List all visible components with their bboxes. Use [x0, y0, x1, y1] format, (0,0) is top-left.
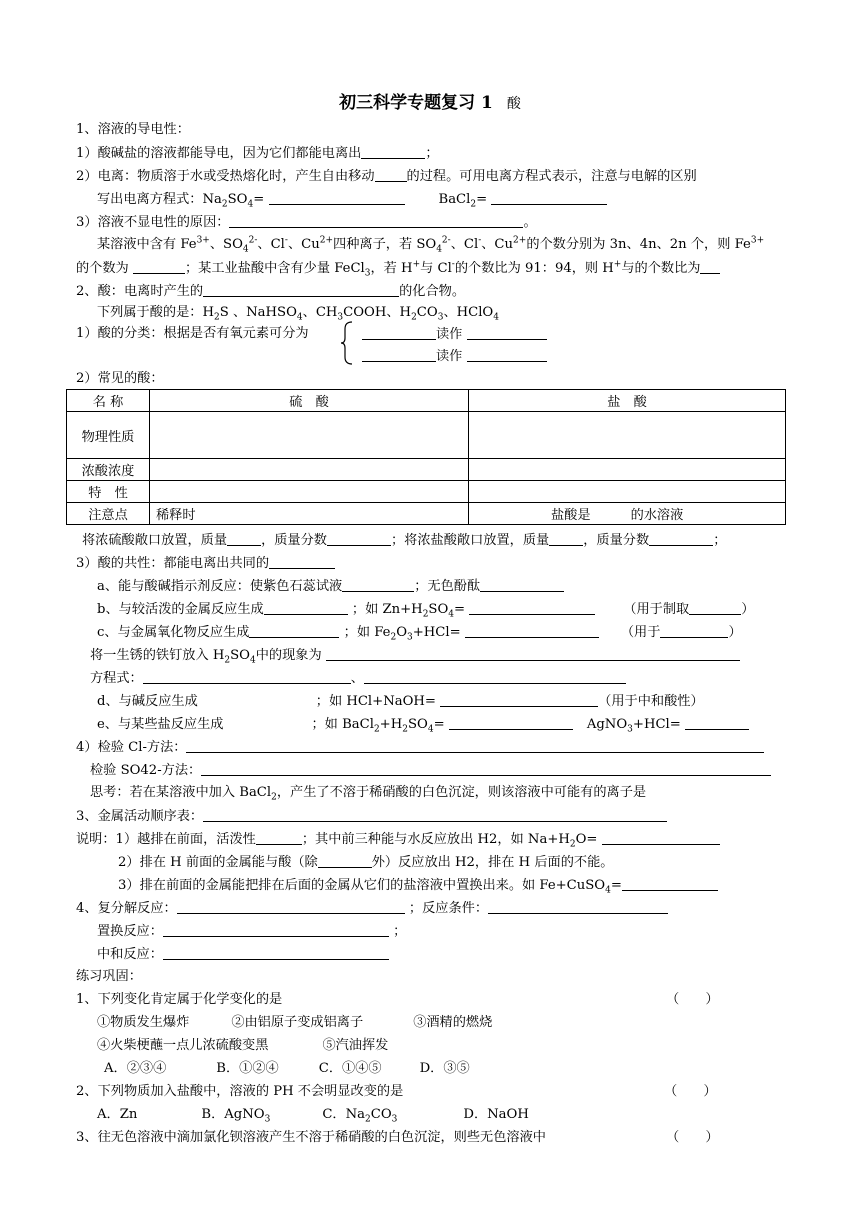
blank[interactable] [318, 854, 372, 868]
line-1-3: 3）溶液不显电性的原因： 。 [76, 215, 537, 230]
blank[interactable] [256, 831, 302, 845]
blank[interactable] [163, 923, 389, 937]
blank[interactable] [375, 168, 407, 182]
blank[interactable] [480, 578, 564, 592]
explanation-2: 2）排在 H 前面的金属能与酸（除 外）反应放出 H2，排在 H 后面的不能。 [118, 855, 614, 870]
acid-list-line: 下列属于酸的是：$H_2S$ 、NaHSO$_4$、$CH_3COOH$、$H_2CO_3$、HClO$_4$ [97, 305, 499, 323]
blank[interactable] [342, 578, 414, 592]
metal-activity-heading: 3、金属活动顺序表： [76, 808, 667, 825]
table-header-hcl: 盐 酸 [469, 390, 786, 412]
property-e: e、与某些盐反应生成 ；如 $BaCl_2+H_2SO_4=$ AgNO$_3$+HCl= [97, 716, 749, 733]
table-cell[interactable] [150, 412, 469, 459]
blank[interactable] [201, 762, 771, 776]
ion-question-line2: 的个数为 ；某工业盐酸中含有少量 FeCl$_3$，若 H+与 Cl-的个数比为 91：94，则 H+与的个数比为 [76, 260, 720, 277]
table-cell-hcl-note: 盐酸是 的水溶液 [469, 503, 786, 525]
blank[interactable] [700, 260, 720, 274]
test-chloride: 4）检验 Cl-方法： [76, 739, 764, 756]
common-acids-heading: 2）常见的酸： [76, 371, 164, 386]
blank[interactable] [143, 670, 351, 684]
row-label-physical: 物理性质 [67, 412, 150, 459]
blank[interactable] [269, 555, 335, 569]
acid-comparison-table [66, 389, 786, 525]
section-1-heading: 1、溶液的导电性： [76, 122, 190, 137]
curly-brace-icon [341, 321, 353, 365]
blank[interactable] [264, 601, 348, 615]
choice-b[interactable]: B．AgNO$_3$ [201, 1107, 271, 1125]
blank[interactable] [689, 601, 741, 615]
blank[interactable] [327, 532, 391, 546]
blank[interactable] [685, 716, 749, 730]
practice-heading: 练习巩固： [76, 969, 142, 984]
blank[interactable] [602, 831, 720, 845]
choice-c[interactable]: C．①④⑤ [318, 1061, 382, 1076]
blank[interactable] [227, 532, 261, 546]
property-b: b、与较活泼的金属反应生成 ；如 $Zn+H_2SO_4=$ （用于制取 ） [97, 602, 755, 620]
equation-line: 方程式： 、 [90, 670, 626, 687]
table-cell[interactable] [469, 412, 786, 459]
page-title: 初三科学专题复习 1 酸 [339, 93, 521, 113]
blank[interactable] [177, 900, 405, 914]
table-header-h2so4: 硫 酸 [150, 390, 469, 412]
blank[interactable] [362, 326, 436, 340]
section-2-heading: 2、酸：电离时产生的 的化合物。 [76, 284, 466, 299]
blank[interactable] [649, 532, 713, 546]
blank[interactable] [467, 348, 547, 362]
open-storage-line: 将浓硫酸敞口放置，质量 ，质量分数 ；将浓盐酸敞口放置，质量 ，质量分数 ； [82, 533, 727, 548]
blank[interactable] [269, 191, 405, 205]
blank[interactable] [163, 946, 389, 960]
choice-d[interactable]: D．③⑤ [419, 1061, 470, 1076]
blank[interactable] [491, 191, 607, 205]
q1-options-row1: ①物质发生爆炸 ②由铝原子变成铝离子 ③酒精的燃烧 [97, 1015, 493, 1030]
choice-d[interactable]: D．NaOH [463, 1107, 529, 1122]
choice-b[interactable]: B．①②④ [216, 1061, 279, 1076]
answer-paren-3[interactable]: （ ） [666, 1130, 719, 1145]
blank[interactable] [186, 739, 764, 753]
page-subtitle: 酸 [506, 96, 521, 112]
blank[interactable] [361, 145, 425, 159]
line-ionization-eq: 写出电离方程式：$Na_2SO_4=$ BaCl$_2$= [97, 191, 607, 208]
acid-classification: 1）酸的分类：根据是否有氧元素可分为 [76, 326, 309, 341]
blank[interactable] [465, 624, 599, 638]
q1-choices [104, 1061, 470, 1077]
question-1: 1、下列变化肯定属于化学变化的是 [76, 992, 283, 1007]
blank[interactable] [133, 260, 185, 274]
table-cell[interactable] [469, 459, 786, 481]
neutralization-reaction: 中和反应： [97, 946, 389, 963]
blank[interactable] [362, 348, 436, 362]
table-cell[interactable] [469, 481, 786, 503]
blank[interactable] [488, 900, 668, 914]
property-a: a、能与酸碱指示剂反应：使紫色石蕊试液 ；无色酚酞 [97, 578, 564, 595]
think-question: 思考：若在某溶液中加入 BaCl$_2$，产生了不溶于稀硝酸的白色沉淀，则该溶液中可能有的离子是 [90, 785, 647, 803]
q2-choices [97, 1107, 529, 1123]
section-3-heading: 3）酸的共性：都能电离出共同的 [76, 555, 335, 572]
table-cell[interactable] [150, 459, 469, 481]
ion-question-line1: 某溶液中含有 $Fe^{3+}$、$SO_4^{2-}$、Cl-、$Cu^{2+}$四种离子，若 $SO_4^{2-}$、Cl-、$Cu^{2+}$的个数分别为 3n、4n、2n 个，则 $Fe^{3+}$ [97, 235, 765, 255]
table-header-name: 名 称 [67, 390, 150, 412]
row-label-notes: 注意点 [67, 503, 150, 525]
explanation-3: 3）排在前面的金属能把排在后面的金属从它们的盐溶液中置换出来。如 Fe+CuSO$_4$= [118, 877, 718, 894]
classification-row-1: 读作 [362, 326, 547, 343]
table-cell[interactable] [150, 481, 469, 503]
answer-paren-1[interactable]: （ ） [666, 992, 719, 1007]
displacement-reaction: 置换反应： ； [97, 924, 407, 939]
q1-options-row2: ④火柴梗蘸一点儿浓硫酸变黑 ⑤汽油挥发 [97, 1038, 389, 1053]
double-decomposition: 4、复分解反应： ；反应条件： [76, 900, 668, 917]
explanation-1: 说明：1）越排在前面，活泼性 ；其中前三种能与水反应放出 H2，如 $Na+H_2O=$ [76, 831, 720, 848]
property-c: c、与金属氧化物反应生成 ；如 $Fe_2O_3+HCl=$ （用于 ） [97, 625, 742, 643]
blank[interactable] [469, 601, 595, 615]
question-2: 2、下列物质加入盐酸中，溶液的 PH 不会明显改变的是 [76, 1084, 404, 1099]
blank[interactable] [203, 808, 667, 822]
line-1-1: 1）酸碱盐的溶液都能导电，因为它们都能电离出 ； [76, 146, 439, 161]
blank[interactable] [449, 716, 573, 730]
blank[interactable] [364, 670, 626, 684]
choice-c[interactable]: C．$Na_2CO_3$ [322, 1107, 398, 1125]
property-d: d、与碱反应生成 ；如 HCl+NaOH= （用于中和酸性） [97, 694, 704, 709]
blank[interactable] [203, 283, 399, 297]
blank[interactable] [467, 326, 547, 340]
blank[interactable] [249, 624, 339, 638]
table-cell-dilution: 稀释时 [150, 503, 469, 525]
blank[interactable] [660, 624, 728, 638]
choice-a[interactable]: A．Zn [97, 1107, 138, 1122]
blank[interactable] [326, 647, 740, 661]
blank[interactable] [622, 877, 718, 891]
row-label-property: 特 性 [67, 481, 150, 503]
test-sulfate: 检验 SO42-方法： [90, 762, 771, 779]
answer-paren-2[interactable]: （ ） [664, 1084, 717, 1099]
blank[interactable] [549, 532, 583, 546]
question-3: 3、往无色溶液中滴加氯化钡溶液产生不溶于稀硝酸的白色沉淀，则些无色溶液中 [76, 1130, 546, 1145]
line-1-2: 2）电离：物质溶于水或受热熔化时，产生自由移动 的过程。可用电离方程式表示，注意与电解的区别 [76, 169, 697, 184]
rust-nail-line: 将一生锈的铁钉放入 $H_2SO_4$中的现象为 [90, 647, 740, 664]
row-label-concentration: 浓酸浓度 [67, 459, 150, 481]
blank[interactable] [229, 214, 523, 228]
blank[interactable] [440, 693, 598, 707]
classification-row-2: 读作 [362, 348, 547, 365]
choice-a[interactable]: A．②③④ [104, 1061, 167, 1076]
